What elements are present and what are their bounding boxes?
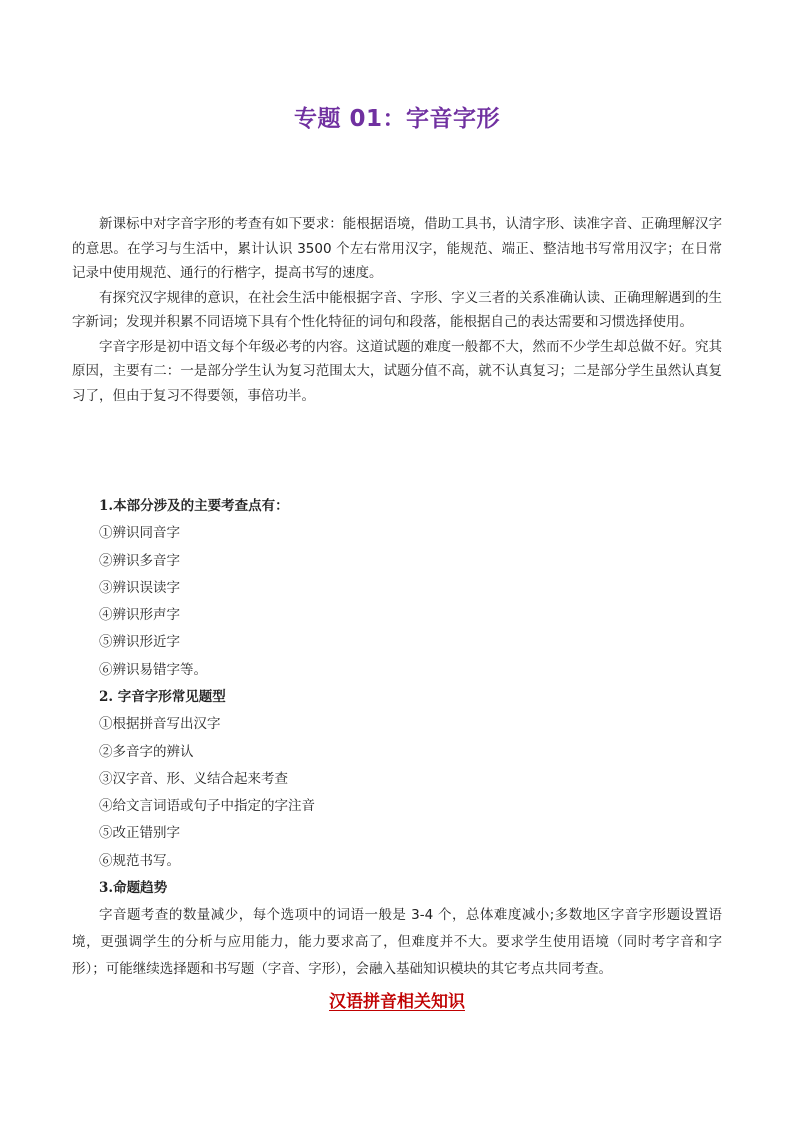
trend-section bbox=[72, 875, 722, 983]
list-item: ①根据拼音写出汉字 bbox=[99, 716, 221, 733]
list-item: ②辨识多音字 bbox=[99, 552, 180, 569]
list-item: ⑤辨识形近字 bbox=[99, 634, 180, 651]
section-heading: 1.本部分涉及的主要考查点有： bbox=[99, 498, 289, 514]
list-item: ②多音字的辨认 bbox=[99, 743, 194, 760]
list-item: ③汉字音、形、义结合起来考查 bbox=[99, 770, 288, 787]
exam-points-section bbox=[72, 493, 722, 684]
section-heading: 3.命题趋势 bbox=[99, 880, 168, 896]
intro-section bbox=[72, 212, 722, 408]
section-heading: 2. 字音字形常见题型 bbox=[99, 689, 226, 705]
page-title: 专题 01：字音字形 bbox=[293, 106, 500, 132]
pinyin-knowledge-link[interactable]: 汉语拼音相关知识 bbox=[329, 992, 465, 1012]
section-body: 字音题考查的数量减少，每个选项中的词语一般是 3-4 个，总体难度减小;多数地区字音字形题设置语境，更强调学生的分析与应用能力，能力要求高了，但难度并不大。要求学生使用语境（同时考字音和字形）；可能继续选择题和书写题（字音、字形），会融入基础知识模块的其它考点共同考查。 bbox=[72, 907, 722, 978]
question-types-section bbox=[72, 684, 722, 875]
list-item: ⑥辨识易错字等。 bbox=[99, 661, 207, 678]
list-item: ⑤改正错别字 bbox=[99, 825, 180, 842]
list-item: ④辨识形声字 bbox=[99, 607, 180, 624]
list-item: ④给文言词语或句子中指定的字注音 bbox=[99, 798, 315, 815]
list-item: ③辨识误读字 bbox=[99, 579, 180, 596]
list-item: ①辨识同音字 bbox=[99, 525, 180, 542]
intro-paragraph: 有探究汉字规律的意识，在社会生活中能根据字音、字形、字义三者的关系准确认读、正确理解遇到的生字新词；发现并积累不同语境下具有个性化特征的词句和段落，能根据自己的表达需要和习惯选择使用。 bbox=[72, 289, 722, 330]
intro-paragraph: 新课标中对字音字形的考查有如下要求：能根据语境，借助工具书，认清字形、读准字音、正确理解汉字的意思。在学习与生活中，累计认识 3500 个左右常用汉字，能规范、端正、整洁地书写常用汉字；在日常记录中使用规范、通行的行楷字，提高书写的速度。 bbox=[72, 216, 722, 281]
list-item: ⑥规范书写。 bbox=[99, 852, 180, 869]
intro-paragraph: 字音字形是初中语文每个年级必考的内容。这道试题的难度一般都不大，然而不少学生却总做不好。究其原因，主要有二：一是部分学生认为复习范围太大，试题分值不高，就不认真复习；二是部分学生虽然认真复习了，但由于复习不得要领，事倍功半。 bbox=[72, 338, 722, 404]
